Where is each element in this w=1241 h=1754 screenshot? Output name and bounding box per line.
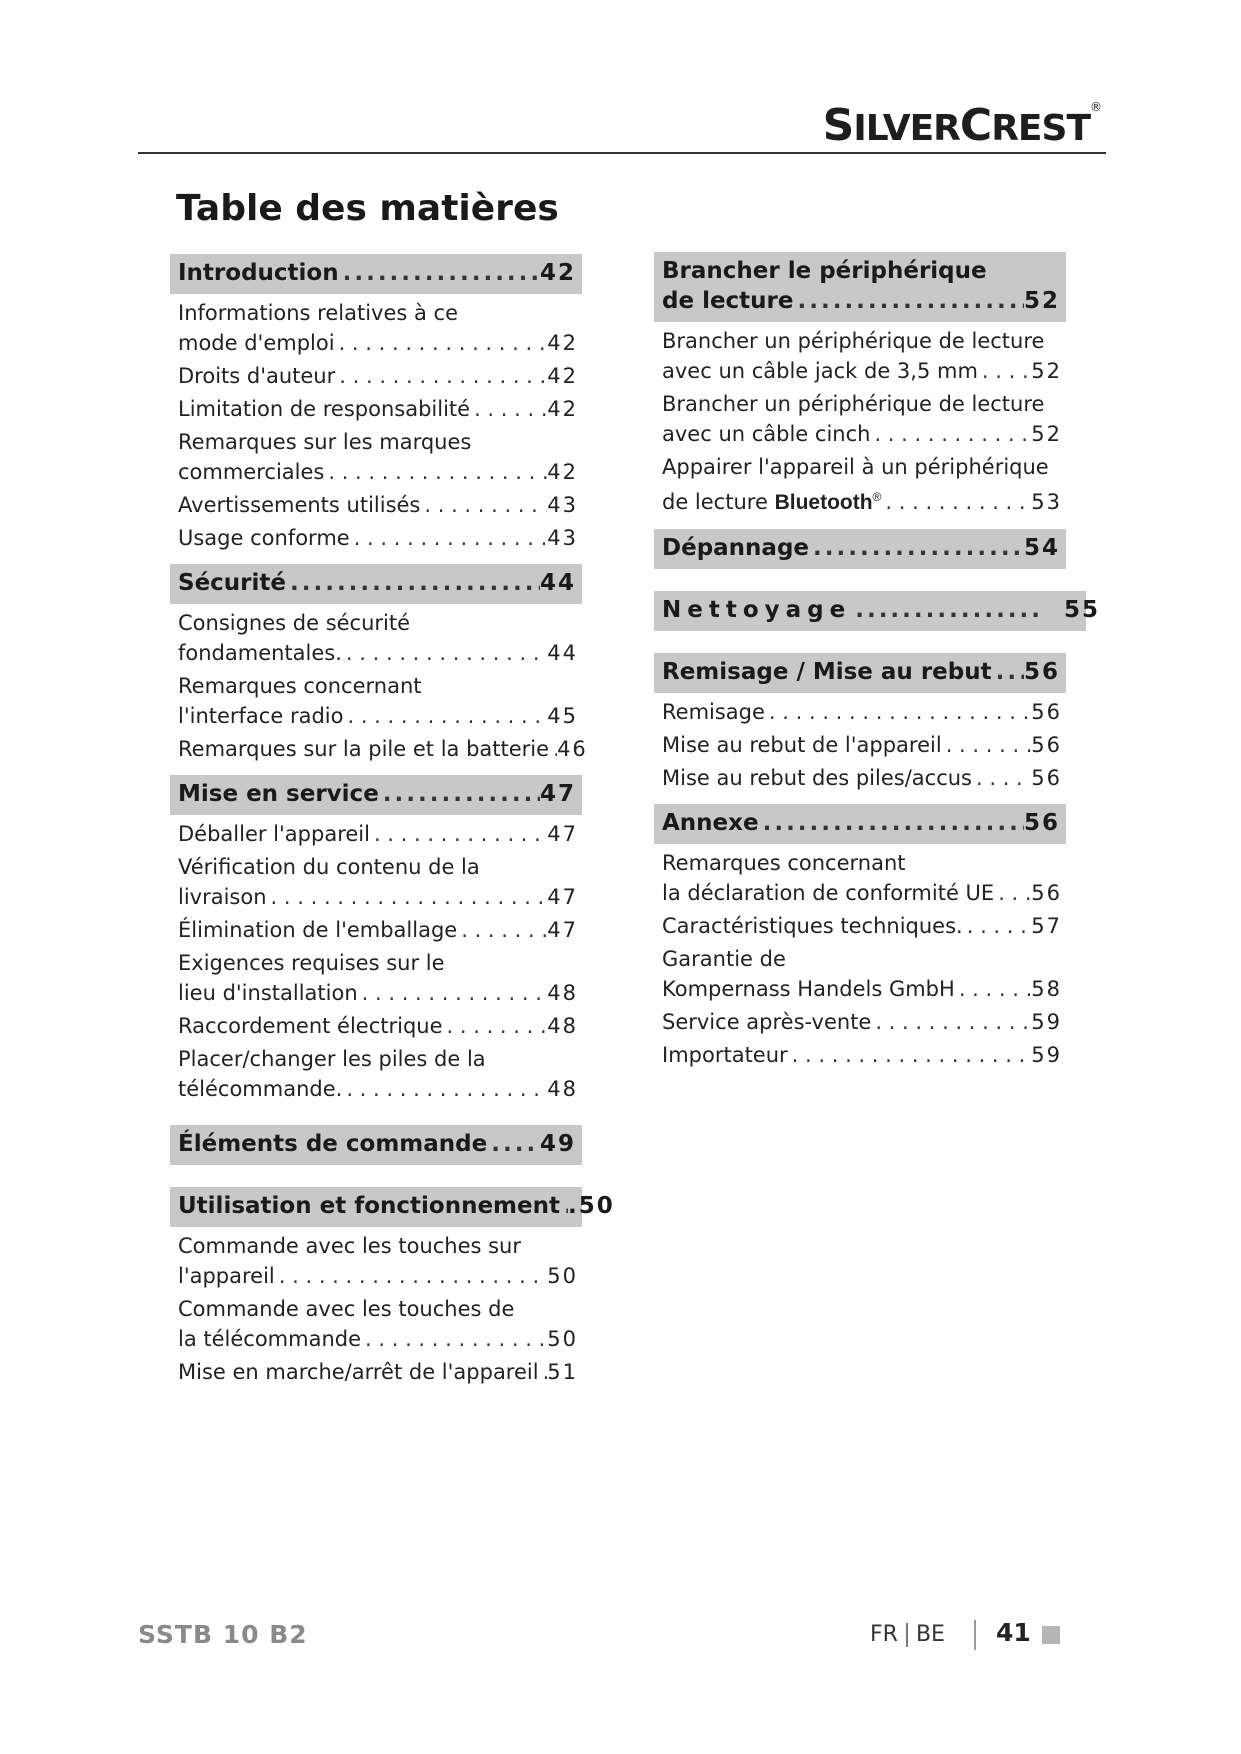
toc-entry[interactable]: Commande avec les touches de la télécommande . . . 50 (170, 1294, 582, 1354)
toc-entry[interactable]: Élimination de l'emballage . . . 47 (170, 915, 582, 945)
toc-entry[interactable]: Limitation de responsabilité . . . 42 (170, 394, 582, 424)
footer-model: SSTB 10 B2 (138, 1620, 308, 1649)
section-remisage[interactable]: Remisage / Mise au rebut ..... 56 (654, 653, 1066, 693)
section-annexe[interactable]: Annexe ..... 56 (654, 804, 1066, 844)
toc-entry[interactable]: Garantie de Kompernass Handels GmbH . . . 58 (654, 944, 1066, 1004)
section-nettoyage[interactable]: Nettoyage ..... 55 (654, 591, 1086, 631)
section-utilisation[interactable]: Utilisation et fonctionnement ..... .50 (170, 1187, 582, 1227)
toc-entry[interactable]: Informations relatives à ce mode d'emploi . . . 42 (170, 298, 582, 358)
section-introduction[interactable]: Introduction ..... 42 (170, 254, 582, 294)
toc-entry[interactable]: Appairer l'appareil à un périphérique de lecture Bluetooth® . . . 53 (654, 452, 1066, 518)
toc-entry[interactable]: Raccordement électrique . . . 48 (170, 1011, 582, 1041)
bluetooth-wordmark: Bluetooth® (774, 490, 882, 514)
toc-entry[interactable]: Caractéristiques techniques. . . . 57 (654, 911, 1066, 941)
toc-entry[interactable]: Vérification du contenu de la livraison . . . 47 (170, 852, 582, 912)
page-marker-square (1042, 1626, 1060, 1644)
toc-entry[interactable]: Remarques sur la pile et la batterie . . . 46 (170, 734, 582, 764)
toc-entry[interactable]: Service après-vente . . . 59 (654, 1007, 1066, 1037)
toc-entry[interactable]: Remarques concernant l'interface radio . . . 45 (170, 671, 582, 731)
toc-entry[interactable]: Déballer l'appareil . . . 47 (170, 819, 582, 849)
toc-entry[interactable]: Mise en marche/arrêt de l'appareil . . . 51 (170, 1357, 582, 1387)
toc-entry[interactable]: Mise au rebut des piles/accus . . . 56 (654, 763, 1066, 793)
section-securite[interactable]: Sécurité ..... 44 (170, 564, 582, 604)
header-rule (138, 152, 1106, 154)
toc-entry[interactable]: Brancher un périphérique de lecture avec un câble jack de 3,5 mm . . . 52 (654, 326, 1066, 386)
toc-left-column (170, 254, 615, 1390)
toc-entry[interactable]: Consignes de sécurité fondamentales. . . . 44 (170, 608, 582, 668)
toc-entry[interactable]: Usage conforme . . . 43 (170, 523, 582, 553)
brand-logo: SILVERCREST® (822, 100, 1101, 151)
toc-entry[interactable]: Remisage . . . 56 (654, 697, 1066, 727)
toc-entry[interactable]: Avertissements utilisés . . . 43 (170, 490, 582, 520)
section-elements-de-commande[interactable]: Éléments de commande ..... 49 (170, 1125, 582, 1165)
toc-entry[interactable]: Droits d'auteur . . . 42 (170, 361, 582, 391)
section-brancher[interactable]: Brancher le périphérique de lecture ..... 52 (654, 252, 1066, 322)
toc-entry[interactable]: Placer/changer les piles de la télécommande. . . . 48 (170, 1044, 582, 1104)
footer-language: FR BE (870, 1622, 945, 1647)
toc-entry[interactable]: Importateur . . . 59 (654, 1040, 1066, 1070)
toc-entry[interactable]: Mise au rebut de l'appareil . . . 56 (654, 730, 1066, 760)
page-title: Table des matières (176, 188, 559, 229)
section-mise-en-service[interactable]: Mise en service ..... 47 (170, 775, 582, 815)
toc-entry[interactable]: Commande avec les touches sur l'appareil . . . 50 (170, 1231, 582, 1291)
toc-right-column (654, 252, 1100, 1073)
toc-entry[interactable]: Remarques sur les marques commerciales . . . 42 (170, 427, 582, 487)
toc-entry[interactable]: Brancher un périphérique de lecture avec un câble cinch . . . 52 (654, 389, 1066, 449)
toc-entry[interactable]: Exigences requises sur le lieu d'installation . . . 48 (170, 948, 582, 1008)
page-number: 41 (996, 1618, 1031, 1647)
footer-divider (974, 1620, 976, 1650)
toc-entry[interactable]: Remarques concernant la déclaration de conformité UE . . . 56 (654, 848, 1066, 908)
section-depannage[interactable]: Dépannage ..... 54 (654, 529, 1066, 569)
